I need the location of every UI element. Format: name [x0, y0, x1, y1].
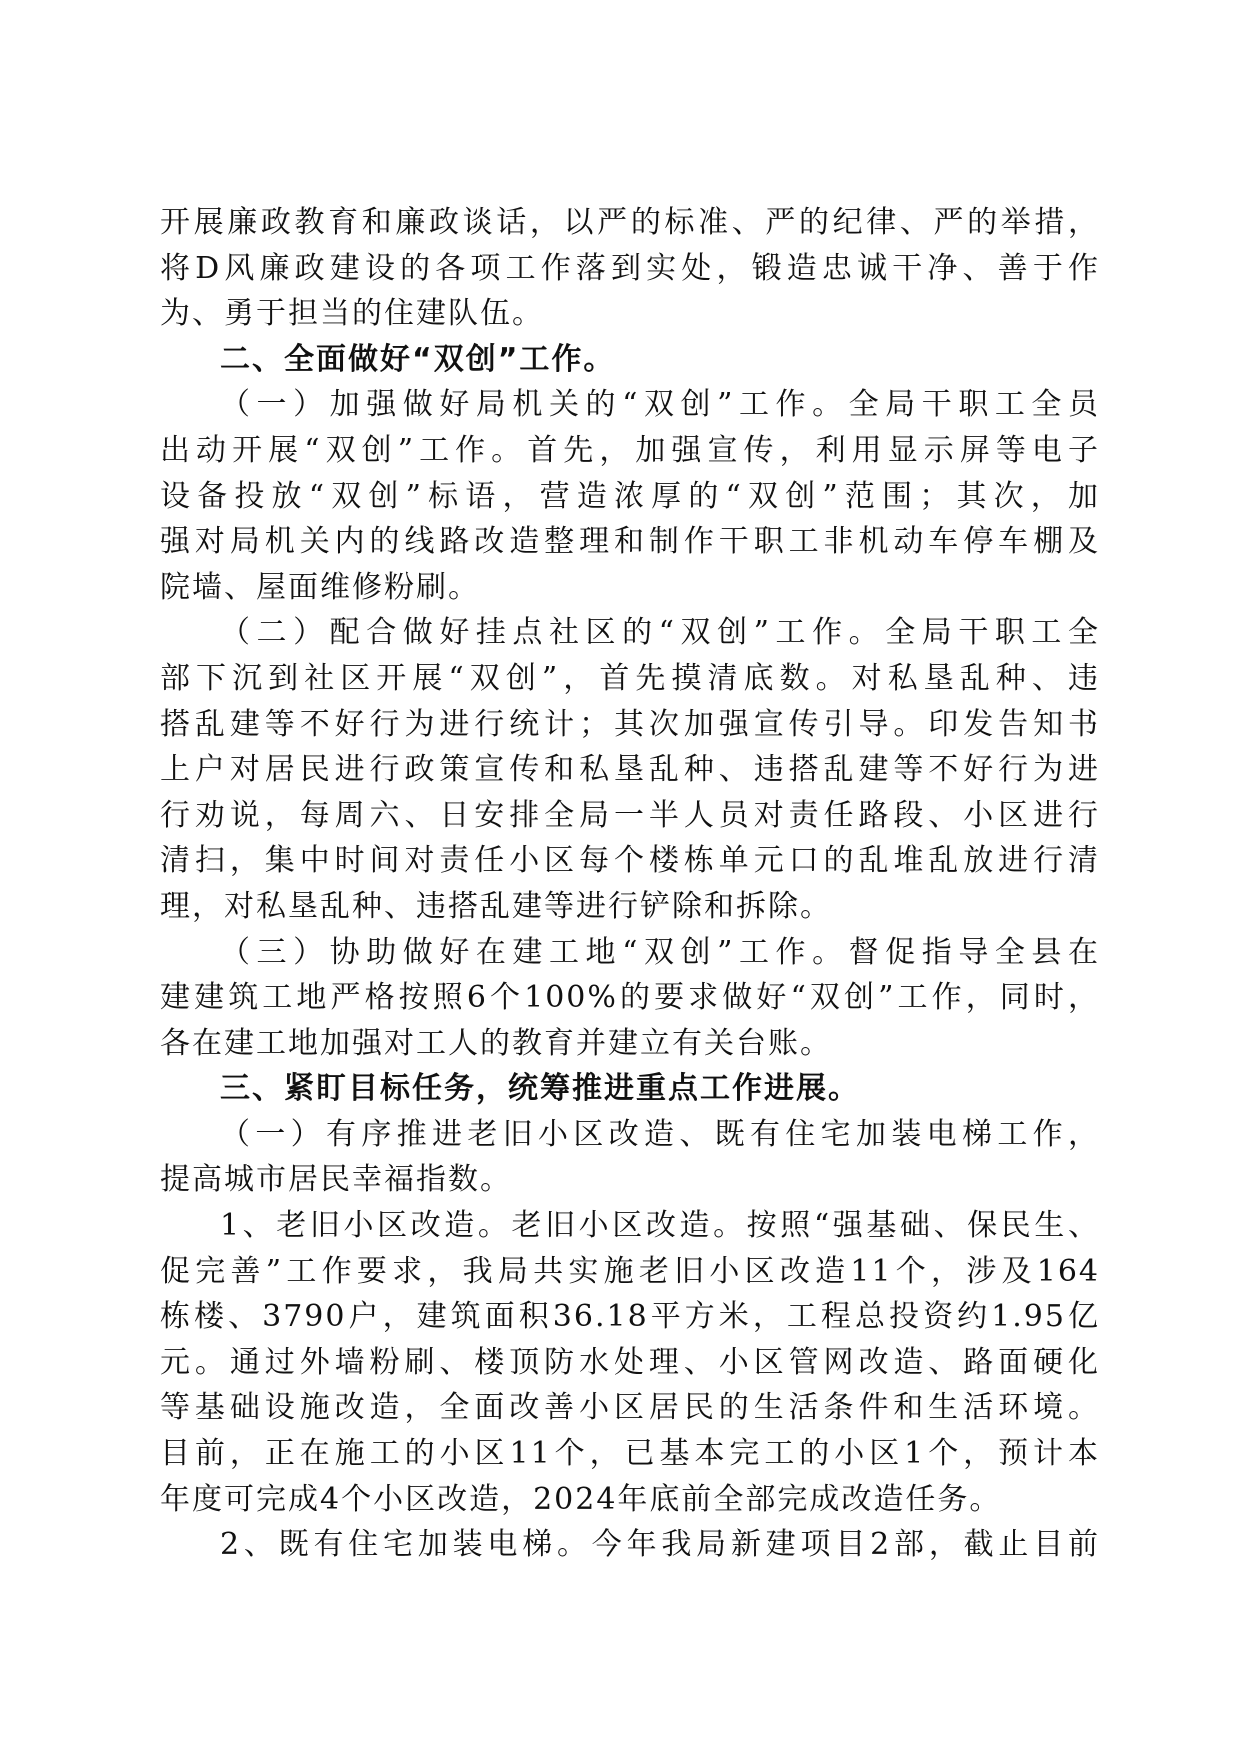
text-line: 各在建工地加强对工人的教育并建立有关台账。 — [160, 1025, 832, 1061]
text-line: （一）加强做好局机关的“双创”工作。全局干职工全员 — [220, 387, 1100, 423]
text-line: 栋楼、3790户，建筑面积36.18平方米，工程总投资约1.95亿 — [160, 1299, 1100, 1335]
text-line: 出动开展“双创”工作。首先，加强宣传，利用显示屏等电子 — [160, 432, 1100, 468]
text-line: 提高城市居民幸福指数。 — [160, 1162, 512, 1198]
text-line: 理，对私垦乱种、违搭乱建等进行铲除和拆除。 — [160, 888, 832, 924]
paragraph — [160, 930, 1100, 1067]
text-line: 目前，正在施工的小区11个，已基本完工的小区1个，预计本 — [160, 1436, 1100, 1472]
text-line: 强对局机关内的线路改造整理和制作干职工非机动车停车棚及 — [160, 524, 1100, 560]
text-line: 促完善”工作要求，我局共实施老旧小区改造11个，涉及164 — [160, 1253, 1100, 1289]
text-line: 部下沉到社区开展“双创”，首先摸清底数。对私垦乱种、违 — [160, 660, 1100, 696]
paragraph — [160, 1112, 1100, 1203]
paragraph — [160, 1522, 1100, 1568]
text-line: （二）配合做好挂点社区的“双创”工作。全局干职工全 — [220, 615, 1100, 651]
text-line: 搭乱建等不好行为进行统计；其次加强宣传引导。印发告知书 — [160, 706, 1100, 742]
text-line: （一）有序推进老旧小区改造、既有住宅加装电梯工作， — [220, 1116, 1100, 1152]
document-page — [160, 200, 1100, 1568]
text-line: 建建筑工地严格按照6个100%的要求做好“双创”工作，同时， — [160, 980, 1100, 1016]
text-line: 开展廉政教育和廉政谈话，以严的标准、严的纪律、严的举措， — [160, 205, 1100, 240]
text-line: 清扫，集中时间对责任小区每个楼栋单元口的乱堆乱放进行清 — [160, 843, 1100, 879]
section-heading — [160, 1066, 1100, 1112]
text-line: （三）协助做好在建工地“双创”工作。督促指导全县在 — [220, 934, 1100, 970]
text-line: 年度可完成4个小区改造，2024年底前全部完成改造任务。 — [160, 1481, 1002, 1517]
text-line: 元。通过外墙粉刷、楼顶防水处理、小区管网改造、路面硬化 — [160, 1344, 1100, 1380]
text-line: 设备投放“双创”标语，营造浓厚的“双创”范围；其次，加 — [160, 478, 1100, 514]
heading-text: 三、紧盯目标任务，统筹推进重点工作进展。 — [220, 1071, 860, 1107]
paragraph — [160, 382, 1100, 610]
text-line: 院墙、屋面维修粉刷。 — [160, 569, 480, 605]
text-line: 上户对居民进行政策宣传和私垦乱种、违搭乱建等不好行为进 — [160, 752, 1100, 788]
paragraph — [160, 200, 1100, 337]
text-line: 将D风廉政建设的各项工作落到实处，锻造忠诚干净、善于作 — [160, 250, 1100, 286]
text-line: 1、老旧小区改造。老旧小区改造。按照“强基础、保民生、 — [220, 1208, 1100, 1244]
section-heading — [160, 337, 1100, 383]
paragraph — [160, 1203, 1100, 1522]
heading-text: 二、全面做好“双创”工作。 — [220, 341, 616, 377]
text-line: 行劝说，每周六、日安排全局一半人员对责任路段、小区进行 — [160, 797, 1100, 833]
text-line: 2、既有住宅加装电梯。今年我局新建项目2部，截止目前 — [220, 1527, 1100, 1563]
text-line: 等基础设施改造，全面改善小区居民的生活条件和生活环境。 — [160, 1390, 1100, 1426]
paragraph — [160, 610, 1100, 929]
text-line: 为、勇于担当的住建队伍。 — [160, 296, 544, 332]
